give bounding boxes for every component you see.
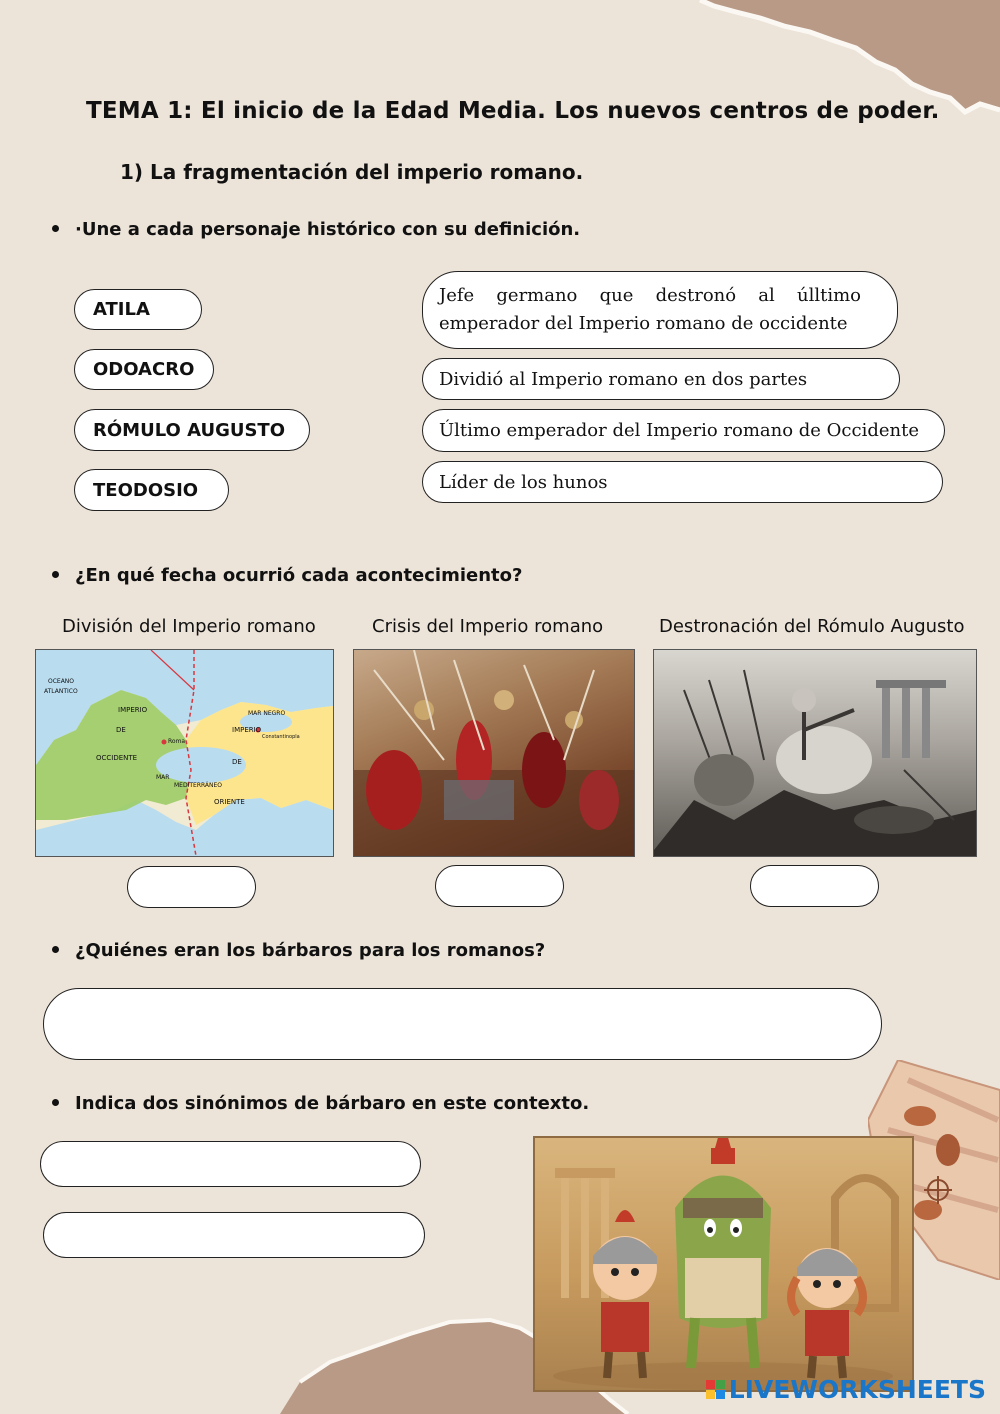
synonym-answer-1[interactable]: [40, 1141, 421, 1187]
map-label-mediterraneo: MEDITERRÁNEO: [174, 782, 223, 789]
map-label-ocean: OCEANO: [48, 678, 75, 685]
name-label: TEODOSIO: [93, 479, 199, 501]
definition-text: Jefe germano que destronó al úlltimo emperador del Imperio romano de occidente: [439, 285, 861, 334]
definition-pill-dividio[interactable]: [422, 358, 900, 400]
romulus-dethronement-engraving: [653, 649, 977, 857]
bullet-icon: [52, 571, 59, 578]
map-label-de-w: DE: [116, 726, 126, 734]
map-label-mar: MAR: [156, 774, 170, 781]
exercise3-question-text: ¿Quiénes eran los bárbaros para los romanos?: [75, 940, 546, 961]
roman-empire-division-map: [35, 649, 334, 857]
exercise1-instruction: [52, 219, 580, 240]
barbarians-answer-field[interactable]: [43, 988, 882, 1060]
caption-crisis: Crisis del Imperio romano: [372, 616, 604, 637]
definition-text: Último emperador del Imperio romano de Occidente: [439, 420, 920, 441]
liveworksheets-logo-text: LIVEWORKSHEETS: [728, 1375, 986, 1404]
definition-pill-ultimo-emperador[interactable]: [422, 409, 945, 452]
name-pill-teodosio[interactable]: [74, 469, 229, 511]
exercise2-question: [52, 565, 522, 586]
caption-division: División del Imperio romano: [62, 616, 316, 637]
bullet-icon: [52, 225, 59, 232]
date-answer-destronacion[interactable]: [750, 865, 879, 907]
map-label-oriente: ORIENTE: [214, 798, 245, 806]
liveworksheets-logo-icon: [706, 1380, 725, 1399]
liveworksheets-logo: [706, 1375, 986, 1404]
definition-pill-jefe-germano[interactable]: [422, 271, 898, 349]
section-subtitle: 1) La fragmentación del imperio romano.: [120, 160, 584, 184]
definition-text: Líder de los hunos: [439, 471, 608, 493]
synonym-answer-2[interactable]: [43, 1212, 425, 1258]
name-label: RÓMULO AUGUSTO: [93, 419, 286, 441]
map-label-imperio-e: IMPERIO: [232, 726, 262, 734]
exercise1-instruction-text: ·Une a cada personaje histórico con su definición.: [75, 219, 581, 240]
name-pill-odoacro[interactable]: [74, 349, 214, 390]
exercise3-question: [52, 940, 545, 961]
name-pill-romulo-augusto[interactable]: [74, 409, 310, 451]
date-answer-division[interactable]: [127, 866, 256, 908]
cartoon-romans-illustration: [533, 1136, 914, 1392]
definition-pill-lider-hunos[interactable]: [422, 461, 943, 503]
map-label-imperio-w: IMPERIO: [118, 706, 148, 714]
exercise4-question: [52, 1093, 589, 1114]
map-label-occidente: OCCIDENTE: [96, 754, 138, 762]
roman-crisis-battle-image: [353, 649, 635, 857]
bullet-icon: [52, 1099, 59, 1106]
caption-destronacion: Destronación del Rómulo Augusto: [659, 616, 965, 637]
map-label-atlantic: ATLANTICO: [44, 688, 78, 695]
map-label-de-e: DE: [232, 758, 242, 766]
exercise4-question-text: Indica dos sinónimos de bárbaro en este contexto.: [75, 1093, 590, 1114]
map-label-mar-negro: MAR NEGRO: [248, 710, 286, 717]
date-answer-crisis[interactable]: [435, 865, 564, 907]
definition-text: Dividió al Imperio romano en dos partes: [439, 368, 808, 390]
bullet-icon: [52, 946, 59, 953]
map-label-constantinopla: Constantinopla: [262, 734, 300, 740]
name-pill-atila[interactable]: [74, 289, 202, 330]
map-label-roma: Roma: [168, 738, 186, 745]
name-label: ODOACRO: [93, 359, 195, 380]
page-title: TEMA 1: El inicio de la Edad Media. Los nuevos centros de poder.: [86, 98, 940, 124]
exercise2-question-text: ¿En qué fecha ocurrió cada acontecimiento?: [75, 565, 523, 586]
name-label: ATILA: [93, 299, 150, 320]
